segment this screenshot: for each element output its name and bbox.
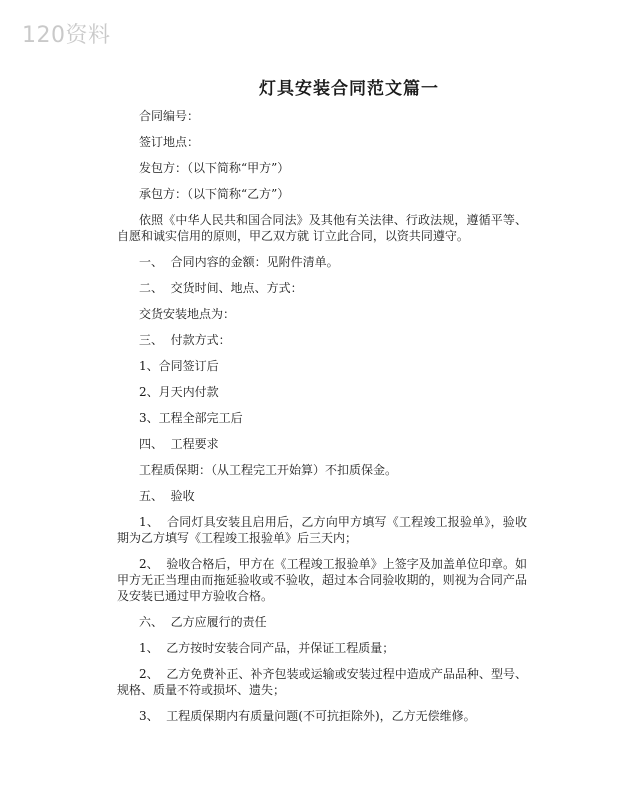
warranty-line: 工程质保期：（从工程完工开始算）不扣质保金。 <box>139 463 398 477</box>
payment-item-2: 2、月天内付款 <box>139 385 219 399</box>
document-title: 灯具安装合同范文篇一 <box>259 79 439 99</box>
section-1-heading: 一、 合同内容的金额：见附件清单。 <box>139 255 339 269</box>
field-signing-location: 签订地点： <box>139 135 200 149</box>
section-2-heading: 二、 交货时间、地点、方式： <box>139 281 303 295</box>
section-5-heading: 五、 验收 <box>139 489 195 503</box>
acceptance-clause-2: 2、 验收合格后，甲方在《工程竣工报验单》上签字及加盖单位印章。如甲方无正当理由而拖延验收或不验收，超过本合同验收期的，则视为合同产品及安装已通过甲方验收合格。 <box>117 557 527 603</box>
section-4-heading: 四、 工程要求 <box>139 437 219 451</box>
responsibility-clause-1: 1、 乙方按时安装合同产品，并保证工程质量； <box>139 641 395 655</box>
delivery-location-line: 交货安装地点为： <box>139 307 236 321</box>
payment-item-3: 3、工程全部完工后 <box>139 411 243 425</box>
section-3-heading: 三、 付款方式： <box>139 333 231 347</box>
preamble-paragraph: 依照《中华人民共和国合同法》及其他有关法律、行政法规，遵循平等、自愿和诚实信用的原则，甲乙双方就 订立此合同，以资共同遵守。 <box>117 213 527 243</box>
field-contract-number: 合同编号： <box>139 109 200 123</box>
contract-body <box>117 108 531 734</box>
acceptance-clause-1: 1、 合同灯具安装且启用后，乙方向甲方填写《工程竣工报验单》，验收期为乙方填写《工程竣工报验单》后三天内； <box>117 515 527 545</box>
field-employer: 发包方：（以下简称“甲方”） <box>139 161 290 175</box>
field-contractor: 承包方：（以下简称“乙方”） <box>139 187 290 201</box>
responsibility-clause-3: 3、 工程质保期内有质量问题(不可抗拒除外)，乙方无偿维修。 <box>139 709 476 723</box>
responsibility-clause-2: 2、 乙方免费补正、补齐包装或运输或安装过程中造成产品品种、型号、规格、质量不符或损坏、遗失； <box>117 667 527 697</box>
watermark-text: 120资料 <box>22 23 111 48</box>
payment-item-1: 1、合同签订后 <box>139 359 219 373</box>
section-6-heading: 六、 乙方应履行的责任 <box>139 615 267 629</box>
